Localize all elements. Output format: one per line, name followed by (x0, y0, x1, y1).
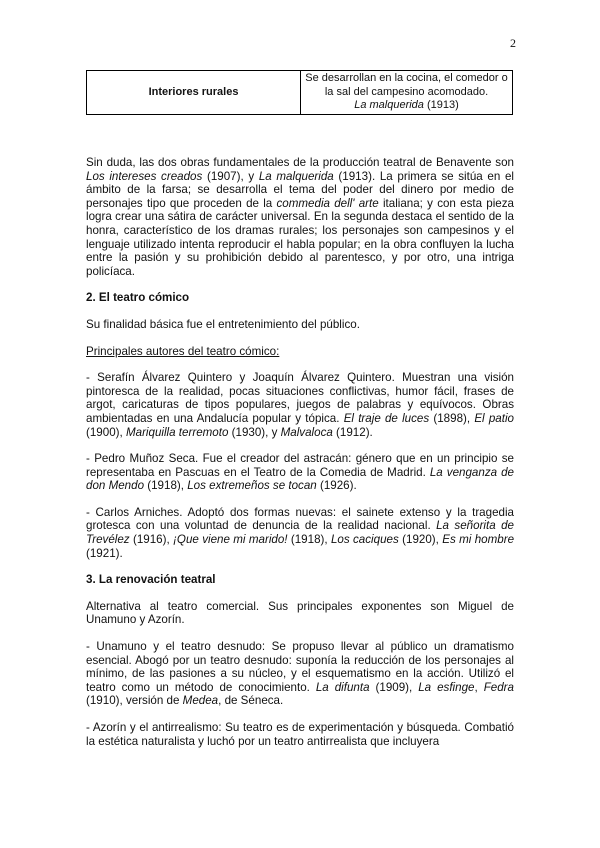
text-run: (1920), (398, 533, 443, 547)
work-title: Es mi hombre (442, 533, 515, 547)
text-run: (1926). (316, 479, 357, 493)
paragraph-arniches (86, 506, 514, 560)
page-number: 2 (510, 36, 516, 50)
text-run: (1913). La primera se sitúa en el ámbito de la farsa; se desarrolla el tema del poder del dinero por medio de personajes tipo que proceden de la (86, 169, 514, 210)
work-title: La malquerida (258, 169, 334, 183)
work-title: La venganza de don Mendo (86, 465, 514, 493)
paragraph-unamuno (86, 640, 514, 708)
table-row (87, 71, 513, 115)
table-work-title: La malquerida (354, 99, 424, 111)
section-heading-renovacion: 3. La renovación teatral (86, 573, 216, 587)
work-title: Medea (182, 694, 219, 708)
text-run: (1898), (429, 411, 475, 425)
text-run: (1912). (332, 425, 373, 439)
paragraph-finalidad: Su finalidad básica fue el entretenimiento del público. (86, 317, 360, 331)
text-run: (1907), y (202, 169, 259, 183)
work-title: ¡Que viene mi marido! (173, 533, 288, 547)
text-run: (1900), (86, 425, 126, 439)
table-work-year: (1913) (423, 99, 459, 111)
text-run: (1910), versión de (86, 694, 183, 708)
work-title: Fedra (483, 680, 514, 694)
work-title: El traje de luces (343, 411, 430, 425)
paragraph-azorin: - Azorín y el antirrealismo: Su teatro es de experimentación y búsqueda. Combatió la estética naturalista y luchó por un teatro antirrealista que incluyera (86, 721, 514, 748)
paragraph-alternativa: Alternativa al teatro comercial. Sus principales exponentes son Miguel de Unamuno y Azorín. (86, 599, 514, 627)
work-title: La difunta (315, 680, 370, 694)
text-run: (1921). (86, 546, 123, 560)
work-title: La señorita de Trevélez (86, 519, 514, 547)
text-run: , (474, 680, 484, 694)
text-run: - Serafín Álvarez Quintero y Joaquín Álvarez Quintero. Muestran una visión pintoresca de la realidad, pocas situaciones conflictivas, humor fácil, frases de argot, caricaturas de tipos populares, juegos de palabras y equívocos. Obras ambientadas en una Andalucía popular y tópica. (86, 371, 514, 425)
table-cell-label: Interiores rurales (87, 71, 301, 115)
text-run: (1916), (129, 533, 174, 547)
table-cell-description (301, 71, 513, 115)
work-title: El patio (474, 411, 514, 425)
work-title: Malvaloca (280, 425, 333, 439)
text-run: (1930), y (228, 425, 281, 439)
text-run: (1918), (287, 533, 331, 547)
work-title: Los extremeños se tocan (187, 479, 317, 493)
paragraph-munoz-seca (86, 452, 514, 493)
work-title: La esfinge (418, 680, 475, 694)
work-title: Mariquilla terremoto (125, 425, 229, 439)
text-run: italiana; y con esta pieza logra crear una sátira de carácter universal. En la segunda destaca el sentido de la honra, característico de los dramas rurales; los personajes son campesinos y el lenguaje utilizado intenta reproducir el habla popular; en la obra confluyen la lucha entre la pasión y su prohibición debido al parentesco, y por otro, una intriga policíaca. (86, 196, 514, 278)
text-run: Sin duda, las dos obras fundamentales de la producción teatral de Benavente son (86, 156, 514, 169)
text-run: - Carlos Arniches. Adoptó dos formas nuevas: el sainete extenso y la tragedia grotesca con una voluntad de denuncia de la realidad nacional. (86, 505, 514, 533)
paragraph-quintero (86, 371, 514, 439)
text-run: , de Séneca. (218, 694, 284, 708)
text-run: (1909), (369, 680, 419, 694)
genre-table (86, 70, 513, 115)
paragraph-benavente (86, 156, 514, 278)
section-heading-teatro-comico: 2. El teatro cómico (86, 291, 190, 305)
subheading-autores: Principales autores del teatro cómico: (86, 344, 280, 358)
table-desc-text: Se desarrollan en la cocina, el comedor o la sal del campesino acomodado. (305, 72, 508, 98)
text-run: - Unamuno y el teatro desnudo: Se propuso llevar al público un dramatismo esencial. Abogó por un teatro desnudo: suponía la reducción de los personajes al mínimo, de las pasiones a su núcleo, y el esquematismo en la acción. Utilizó el teatro como un método de conocimiento. (86, 640, 514, 694)
text-run: (1918), (144, 479, 188, 493)
text-run: - Pedro Muñoz Seca. Fue el creador del astracán: género que en un principio se representaba en Pascuas en el Teatro de la Comedia de Madrid. (86, 452, 514, 479)
work-title: Los caciques (330, 533, 399, 547)
work-title: Los intereses creados (86, 169, 203, 183)
document-body (86, 156, 514, 761)
work-title: commedia dell' arte (276, 196, 379, 210)
